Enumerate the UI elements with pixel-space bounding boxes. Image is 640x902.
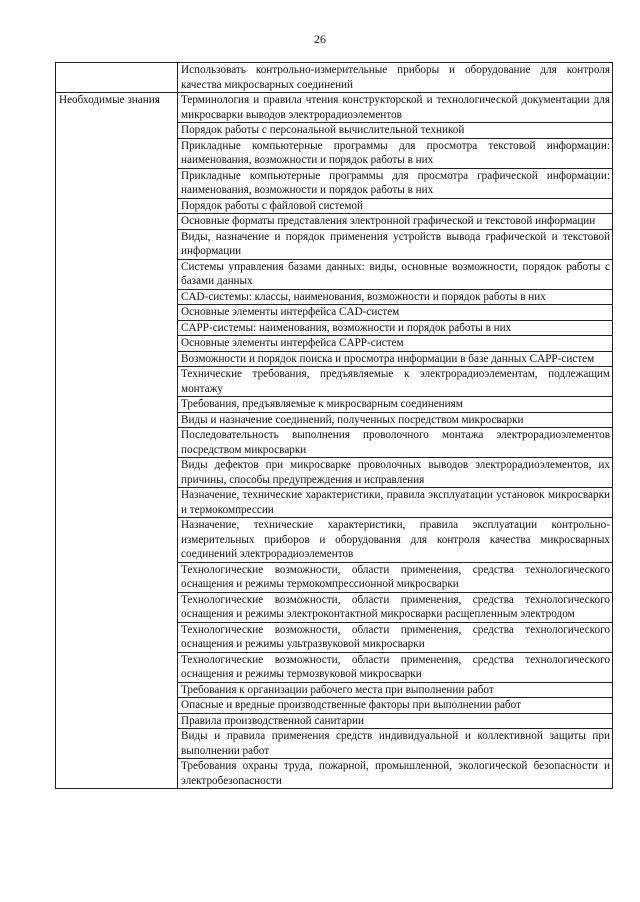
knowledge-item: Требования к организации рабочего места при выполнении работ	[178, 682, 613, 698]
knowledge-item: Порядок работы с персональной вычислительной техникой	[178, 123, 613, 139]
knowledge-item: Виды и назначение соединений, полученных посредством микросварки	[178, 412, 613, 428]
knowledge-item: Прикладные компьютерные программы для просмотра текстовой информации: наименования, возможности и порядок работы в них	[178, 138, 613, 168]
row-text-cell: Использовать контрольно-измерительные приборы и оборудование для контроля качества микросварных соединений	[178, 63, 613, 93]
knowledge-item: Системы управления базами данных: виды, основные возможности, порядок работы с базами данных	[178, 259, 613, 289]
knowledge-item: Порядок работы с файловой системой	[178, 198, 613, 214]
knowledge-item: Прикладные компьютерные программы для просмотра графической информации: наименования, возможности и порядок работы в них	[178, 168, 613, 198]
knowledge-item: Виды и правила применения средств индивидуальной и коллективной защиты при выполнении работ	[178, 729, 613, 759]
knowledge-item: Технологические возможности, области применения, средства технологического оснащения и режимы термокомпрессионной микросварки	[178, 562, 613, 592]
requirements-table	[55, 62, 613, 789]
knowledge-item: Терминология и правила чтения конструкторской и технологической документации для микросварки выводов электрорадиоэлементов	[178, 93, 613, 123]
section-label-cell	[56, 93, 178, 789]
table-row	[56, 93, 613, 123]
knowledge-item: Опасные и вредные производственные факторы при выполнении работ	[178, 698, 613, 714]
knowledge-item: Требования охраны труда, пожарной, промышленной, экологической безопасности и электробезопасности	[178, 759, 613, 789]
knowledge-item: Требования, предъявляемые к микросварным соединениям	[178, 397, 613, 413]
knowledge-item: Технологические возможности, области применения, средства технологического оснащения и режимы термозвуковой микросварки	[178, 652, 613, 682]
knowledge-item: CAPP-системы: наименования, возможности и порядок работы в них	[178, 320, 613, 336]
knowledge-item: Правила производственной санитарии	[178, 713, 613, 729]
knowledge-item: Возможности и порядок поиска и просмотра информации в базе данных CAPP-систем	[178, 351, 613, 367]
knowledge-item: Назначение, технические характеристики, правила эксплуатации контрольно-измерительных приборов и оборудования для контроля качества микросварных соединений электрорадиоэлементов	[178, 518, 613, 563]
knowledge-item: Основные форматы представления электронной графической и текстовой информации	[178, 214, 613, 230]
section-label: Необходимые знания	[59, 94, 160, 106]
knowledge-item: Основные элементы интерфейса CAPP-систем	[178, 336, 613, 352]
knowledge-item: Технологические возможности, области применения, средства технологического оснащения и режимы электроконтактной микросварки расщепленным электродом	[178, 592, 613, 622]
knowledge-item: Виды дефектов при микросварке проволочных выводов электрорадиоэлементов, их причины, способы предупреждения и исправления	[178, 458, 613, 488]
row-label-cell	[56, 63, 178, 93]
knowledge-item: Основные элементы интерфейса CAD-систем	[178, 305, 613, 321]
table-row	[56, 63, 613, 93]
knowledge-item: Назначение, технические характеристики, правила эксплуатации установок микросварки и термокомпрессии	[178, 488, 613, 518]
knowledge-item: CAD-системы: классы, наименования, возможности и порядок работы в них	[178, 289, 613, 305]
knowledge-item: Технические требования, предъявляемые к электрорадиоэлементам, подлежащим монтажу	[178, 367, 613, 397]
knowledge-item: Последовательность выполнения проволочного монтажа электрорадиоэлементов посредством микросварки	[178, 428, 613, 458]
page-number: 26	[314, 32, 326, 46]
knowledge-item: Технологические возможности, области применения, средства технологического оснащения и режимы ультразвуковой микросварки	[178, 622, 613, 652]
knowledge-item: Виды, назначение и порядок применения устройств вывода графической и текстовой информации	[178, 229, 613, 259]
